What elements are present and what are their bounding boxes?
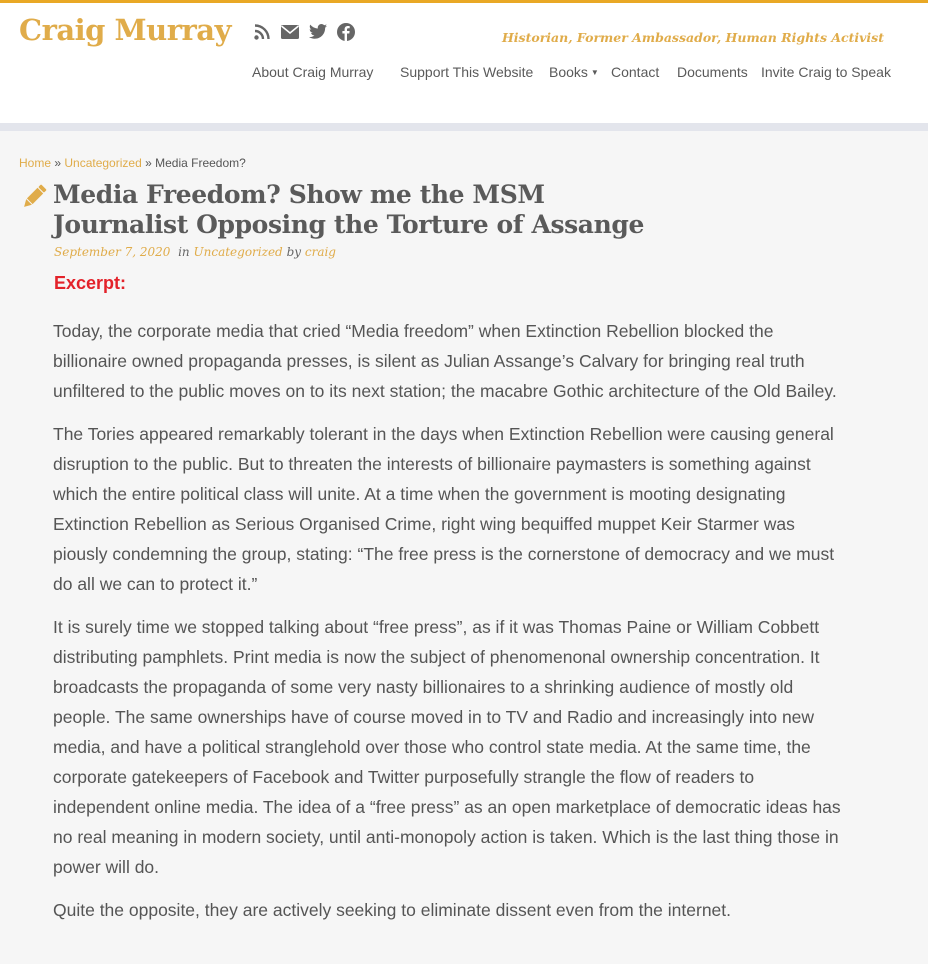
nav-documents[interactable]: Documents [677, 64, 748, 80]
rss-icon[interactable] [252, 22, 271, 41]
paragraph: Today, the corporate media that cried “Media freedom” when Extinction Rebellion blocked the billionaire owned propaganda presses, is silent as Julian Assange’s Calvary for bringing real truth unfiltered to the public moves on to its next station; the macabre Gothic architecture of the Old Bailey. [53, 321, 837, 401]
pencil-icon [21, 184, 47, 215]
breadcrumb-home[interactable]: Home [19, 156, 52, 170]
post-date[interactable]: September 7, 2020 [54, 245, 171, 259]
post-category[interactable]: Uncategorized [193, 245, 283, 259]
paragraph: The Tories appeared remarkably tolerant in the days when Extinction Rebellion were causing general disruption to the public. But to threaten the interests of billionaire paymasters is something against which the entire political class will unite. At a time when the government is mooting designating Extinction Rebellion as Serious Organised Crime, right wing bequiffed muppet Keir Starmer was piously condemning the group, stating: “The free press is the cornerstone of democracy and we must do all we can to protect it.” [53, 424, 835, 594]
excerpt-label: Excerpt: [54, 273, 127, 293]
social-icons [252, 22, 355, 41]
paragraph: Quite the opposite, they are actively seeking to eliminate dissent even from the internet. [53, 900, 732, 920]
header-divider [0, 123, 928, 131]
site-title-link[interactable]: Craig Murray [19, 13, 231, 47]
paragraph: It is surely time we stopped talking about “free press”, as if it was Thomas Paine or William Cobbett distributing pamphlets. Print media is now the subject of phenomenonal ownership concentration. It broadcasts the propaganda of some very nasty billionaires to a shrinking audience of mostly old people. The same ownerships have of course moved in to TV and Radio and increasingly into new media, and have a political stranglehold over those who control state media. At the same time, the corporate gatekeepers of Facebook and Twitter purposefully strangle the flow of readers to independent online media. The idea of a “free press” as an open marketplace of democratic ideas has no real meaning in modern society, until anti-monopoly action is taken. Which is the last thing those in power will do. [53, 617, 841, 877]
breadcrumb [19, 156, 246, 170]
meta-in: in [178, 245, 190, 259]
nav-invite[interactable]: Invite Craig to Speak [761, 64, 891, 80]
nav-contact[interactable]: Contact [611, 64, 660, 80]
post-meta [54, 245, 336, 259]
post-content [53, 316, 843, 938]
nav-about[interactable]: About Craig Murray [252, 64, 374, 80]
twitter-icon[interactable] [308, 22, 327, 41]
breadcrumb-separator: » [51, 156, 65, 170]
site-tagline: Historian, Former Ambassador, Human Rights Activist [501, 30, 884, 45]
breadcrumb-category[interactable]: Uncategorized [64, 156, 142, 170]
main-nav [0, 64, 928, 84]
email-icon[interactable] [280, 22, 299, 41]
site-header [0, 3, 928, 123]
facebook-icon[interactable] [336, 22, 355, 41]
nav-books[interactable] [549, 64, 599, 80]
nav-books-label: Books [549, 64, 588, 80]
breadcrumb-separator: » [141, 156, 156, 170]
meta-by: by [286, 245, 302, 259]
caret-down-icon: ▼ [590, 68, 599, 77]
post-title: Media Freedom? Show me the MSM Journalist Opposing the Torture of Assange [53, 180, 644, 239]
nav-support[interactable]: Support This Website [400, 64, 534, 80]
breadcrumb-current: Media Freedom? [155, 156, 246, 170]
post-author[interactable]: craig [304, 245, 336, 259]
